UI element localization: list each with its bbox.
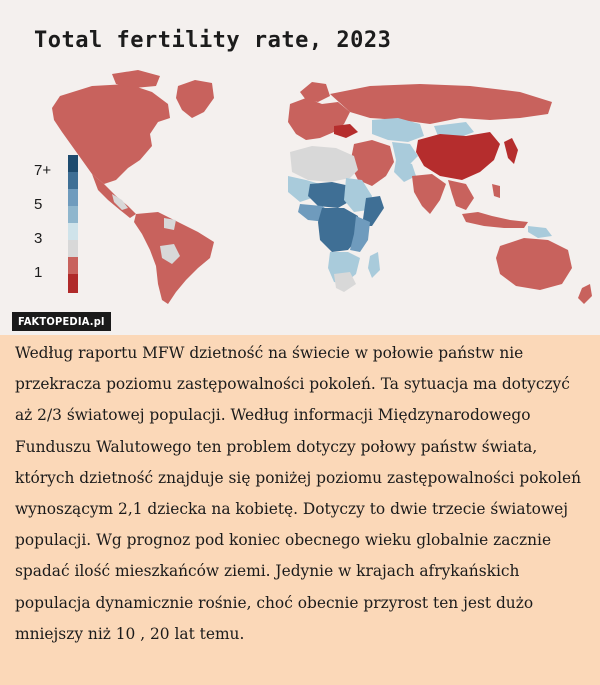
legend-swatch [68, 223, 78, 240]
japan-korea [504, 138, 518, 164]
legend-swatch [68, 206, 78, 223]
ukraine [334, 124, 358, 138]
russia [330, 84, 552, 124]
world-map [0, 0, 600, 335]
central-america-mid [112, 194, 128, 210]
legend-swatch [68, 172, 78, 189]
map-title: Total fertility rate, 2023 [34, 28, 392, 53]
greenland [176, 80, 214, 118]
southeast-asia [448, 180, 474, 210]
legend-label-3: 3 [34, 230, 43, 247]
faktopedia-watermark: FAKTOPEDIA.pl [12, 312, 111, 331]
legend-label-1: 1 [34, 264, 43, 281]
legend-label-7plus: 7+ [34, 162, 52, 179]
indonesia [462, 212, 528, 228]
papua-new-guinea [528, 226, 552, 238]
new-zealand [578, 284, 592, 304]
philippines [492, 184, 500, 198]
middle-east [350, 140, 394, 186]
australia [496, 238, 572, 290]
legend-label-5: 5 [34, 196, 43, 213]
legend-swatch [68, 274, 78, 293]
north-africa [290, 146, 358, 182]
madagascar [368, 252, 380, 278]
india [412, 174, 446, 214]
guyana-region [164, 218, 176, 230]
legend-swatch [68, 240, 78, 257]
china [416, 132, 500, 180]
caption-text: Według raportu MFW dzietność na świecie w połowie państw nie przekracza poziomu zastępowalności pokoleń. Ta sytuacja ma dotyczyć aż 2/3 światowej populacji. Według informacji Międzynarodowego Funduszu Walutowego ten problem dotyczy połowy państw świata, których dzietność znajduje się poniżej poziomu zastępowalności pokoleń wynoszącym 2,1 dziecka na kobietę. Dotyczy to dwie trzecie światowej populacji. Wg prognoz pod koniec obecnego wieku globalnie zacznie spadać ilość mieszkańców ziemi. Jedynie w krajach afrykańskich populacja dynamicznie rośnie, choć obecnie przyrost ten jest dużo mniejszy niż 10 , 20 lat temu. [15, 344, 582, 643]
legend-swatch [68, 257, 78, 274]
map-panel [0, 0, 600, 335]
legend-swatch [68, 189, 78, 206]
legend-swatch [68, 155, 78, 172]
